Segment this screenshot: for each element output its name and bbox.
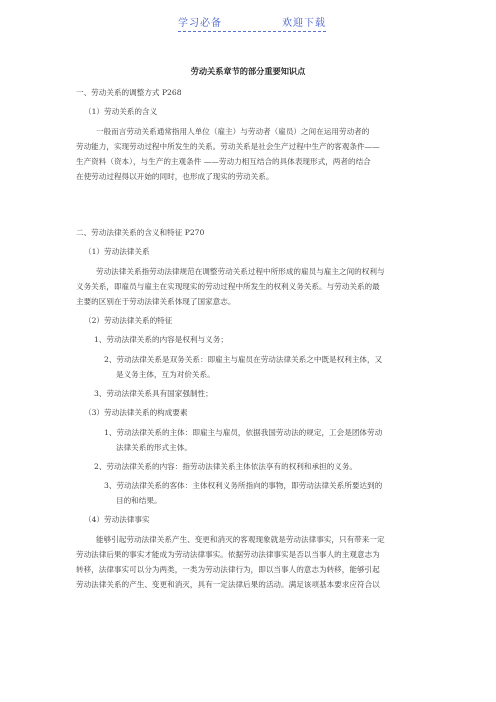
paragraph-line: 一般而言劳动关系通常指用人单位（雇主）与劳动者（雇员）之间在运用劳动者的	[96, 127, 370, 136]
list-item: 1、劳动法律关系的内容是权利与义务；	[94, 335, 228, 344]
page-header	[178, 14, 326, 32]
list-item: 2、劳动法律关系是双务关系：即雇主与雇员在劳动法律关系之中既是权利主体，又	[104, 355, 383, 364]
paragraph-line: 转移，法律事实可以分为两类，一类为劳动法律行为，即以当事人的意志为转移，能够引起	[76, 565, 380, 574]
subsection-heading: （1）劳动法律关系	[84, 247, 150, 256]
list-item: 3、劳动法律关系的客体：主体权利义务所指向的事物，即劳动法律关系所要达到的	[104, 481, 383, 490]
list-item-continuation: 法律关系的形式主体。	[116, 443, 192, 452]
section-heading: 一、劳动关系的调整方式 P268	[76, 88, 182, 97]
list-item-continuation: 目的和结果。	[116, 496, 162, 505]
subsection-heading: （4）劳动法律事实	[84, 515, 150, 524]
list-item: 3、劳动法律关系具有国家强制性；	[94, 389, 213, 398]
paragraph-line: 劳动能力，实现劳动过程中所发生的关系。劳动关系是社会生产过程中生产的客观条件——	[76, 142, 380, 151]
paragraph-line: 劳动法律关系指劳动法律规范在调整劳动关系过程中所形成的雇员与雇主之间的权利与	[96, 267, 385, 276]
subsection-heading: （2）劳动法律关系的特征	[84, 316, 173, 325]
header-left-text: 学习必备	[178, 18, 222, 29]
paragraph-line: 义务关系，即雇员与雇主在实现现实的劳动过程中所发生的权利义务关系。与劳动关系的最	[76, 282, 380, 291]
header-right-text: 欢迎下载	[282, 18, 326, 29]
list-item-continuation: 是义务主体，互为对价关系。	[116, 370, 215, 379]
paragraph-line: 能够引起劳动法律关系产生、变更和消灭的客观现象就是劳动法律事实，只有带来一定	[96, 535, 385, 544]
section-heading: 二、劳动法律关系的含义和特征 P270	[76, 228, 205, 237]
document-title: 劳动关系章节的部分重要知识点	[190, 66, 306, 76]
paragraph-line: 主要的区别在于劳动法律关系体现了国家意志。	[76, 297, 236, 306]
list-item: 2、劳动法律关系的内容：指劳动法律关系主体依法享有的权利和承担的义务。	[94, 462, 358, 471]
list-item: 1、劳动法律关系的主体：即雇主与雇员，依据我国劳动法的规定，工会是团体劳动	[104, 428, 383, 437]
paragraph-line: 劳动法律后果的事实才能成为劳动法律事实。依据劳动法律事实是否以当事人的主观意志为	[76, 550, 380, 559]
paragraph-line: 劳动法律关系的产生、变更和消灭，具有一定法律后果的活动。满足该项基本要求应符合以	[76, 580, 380, 589]
paragraph-line: 在使劳动过程得以开始的同时，也形成了现实的劳动关系。	[76, 172, 274, 181]
paragraph-line: 生产资料（资本），与生产的主观条件 ——劳动力相互结合的具体表现形式，两者的结合	[76, 157, 371, 166]
subsection-heading: （3）劳动法律关系的构成要素	[84, 408, 188, 417]
subsection-heading: （1）劳动关系的含义	[84, 107, 158, 116]
